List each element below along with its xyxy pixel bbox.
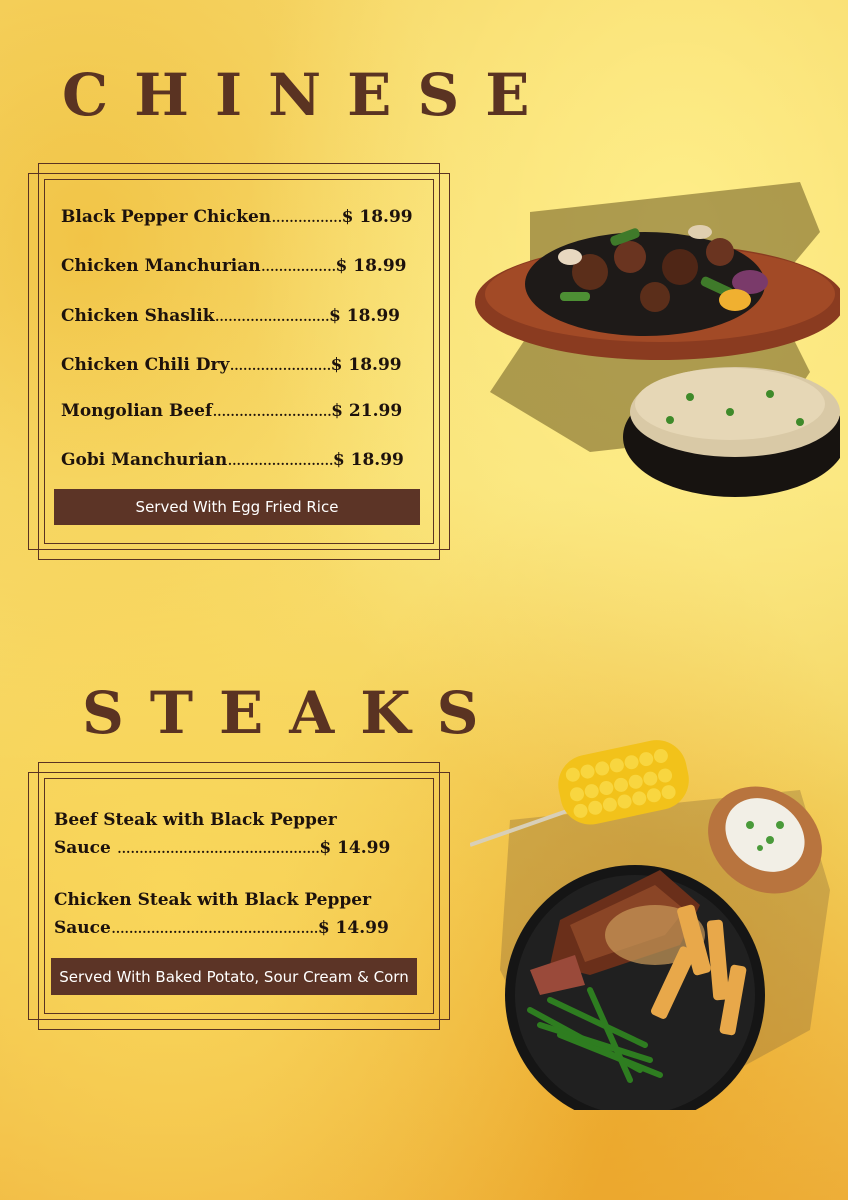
- menu-item-price: $ 18.99: [330, 355, 402, 375]
- menu-item-name: Chicken Steak with Black Pepper: [54, 890, 372, 910]
- menu-item-name: Gobi Manchurian: [61, 450, 228, 470]
- menu-item-price: $ 18.99: [329, 306, 400, 326]
- menu-item: [61, 355, 402, 375]
- menu-item-name: Mongolian Beef: [61, 401, 213, 421]
- menu-item-dots: ..........................: [214, 306, 329, 326]
- served-with-banner: Served With Egg Fried Rice: [54, 489, 420, 525]
- menu-item-price: $ 14.99: [319, 838, 391, 858]
- menu-item-price: $ 18.99: [332, 450, 404, 470]
- menu-item-dots: ..............................................: [116, 838, 320, 858]
- menu-item-price: $ 14.99: [317, 918, 389, 938]
- menu-item: [61, 207, 413, 227]
- chinese-section-title: CHINESE: [62, 61, 556, 129]
- menu-item-dots: .................: [260, 256, 336, 276]
- menu-item-dots: ...............................................: [110, 918, 318, 938]
- menu-item-dots: ........................: [227, 450, 333, 470]
- menu-item-name-continued: Sauce: [54, 838, 117, 858]
- menu-item-price: $ 21.99: [331, 401, 403, 421]
- menu-item-name: Beef Steak with Black Pepper: [54, 810, 337, 830]
- menu-item-price-line: [54, 834, 390, 862]
- menu-item-dots: .......................: [229, 355, 331, 375]
- menu-item-name: Chicken Chili Dry: [61, 355, 230, 375]
- menu-item-price: $ 18.99: [335, 256, 407, 276]
- menu-item: [61, 256, 407, 276]
- menu-item-price-line: [54, 914, 389, 942]
- menu-item-price: $ 18.99: [341, 207, 413, 227]
- menu-item: [54, 886, 389, 942]
- chinese-food-image: [470, 172, 840, 532]
- menu-item-name: Chicken Manchurian: [61, 256, 261, 276]
- menu-item-name: Chicken Shaslik: [61, 306, 215, 326]
- served-with-banner: Served With Baked Potato, Sour Cream & Corn: [51, 958, 417, 995]
- menu-item-dots: ...........................: [212, 401, 332, 421]
- menu-item-dots: ................: [271, 207, 342, 227]
- menu-item: [54, 806, 390, 862]
- menu-item: [61, 450, 404, 470]
- steak-food-image: [470, 730, 840, 1110]
- menu-item: [61, 306, 400, 326]
- menu-item: [61, 401, 402, 421]
- menu-item-name-continued: Sauce: [54, 918, 111, 938]
- menu-item-name: Black Pepper Chicken: [61, 207, 272, 227]
- steaks-section-title: STEAKS: [82, 679, 505, 747]
